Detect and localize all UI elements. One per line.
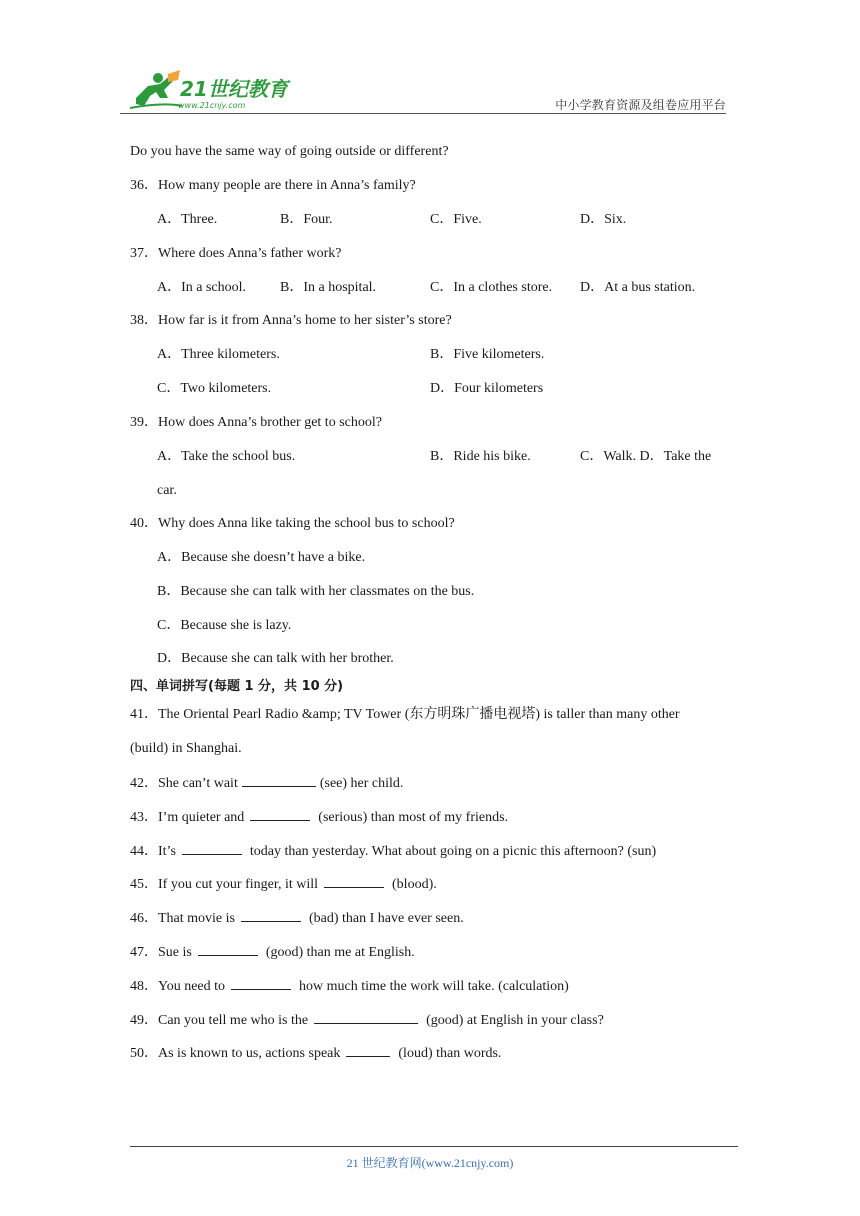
q46-text-before: 46．That movie is [130,911,235,926]
q47-answer-blank[interactable] [198,943,258,956]
q49-text-before: 49．Can you tell me who is the [130,1013,309,1028]
intro-text: Do you have the same way of going outside or different? [130,144,449,159]
site-logo [124,68,294,114]
q40-option-b: B．Because she can talk with her classmates on the bus. [157,584,475,599]
question-40-stem: 40．Why does Anna like taking the school bus to school? [130,516,455,531]
q45-answer-blank[interactable] [324,875,384,888]
q39-option-b: B．Ride his bike. [430,449,531,464]
svg-text:21世纪教育: 21世纪教育 [180,77,288,101]
q44-answer-blank[interactable] [182,842,242,855]
q39-option-cd: C．Walk. D．Take the [580,449,712,464]
question-41-line1: 41．The Oriental Pearl Radio &amp; TV Tower (东方明珠广播电视塔) is taller than many other [130,707,680,722]
q44-text-after: today than yesterday. What about going on a picnic this afternoon? (sun) [249,844,657,859]
q50-answer-blank[interactable] [346,1044,390,1057]
q50-text-after: (loud) than words. [398,1046,502,1061]
question-37-stem: 37．Where does Anna’s father work? [130,246,342,261]
q40-option-a: A．Because she doesn’t have a bike. [157,550,366,565]
q46-answer-blank[interactable] [241,909,301,922]
q49-text-after: (good) at English in your class? [426,1013,604,1028]
question-47 [130,943,415,962]
question-42 [130,774,403,793]
q46-text-after: (bad) than I have ever seen. [309,911,464,926]
question-41-line2: (build) in Shanghai. [130,741,242,756]
q43-answer-blank[interactable] [250,808,310,821]
q38-option-c: C．Two kilometers. [157,381,272,396]
question-50 [130,1044,501,1063]
q37-option-d: D．At a bus station. [580,280,696,295]
question-36-stem: 36．How many people are there in Anna’s family? [130,178,416,193]
q37-option-a: A．In a school. [157,280,247,295]
q42-answer-blank[interactable] [242,774,316,787]
q38-option-d: D．Four kilometers [430,381,544,396]
q45-text-after: (blood). [392,877,437,892]
header-divider [120,113,726,114]
question-48 [130,977,569,996]
question-39-stem: 39．How does Anna’s brother get to school? [130,415,382,430]
question-46 [130,909,464,928]
q42-text-before: 42．She can’t wait [130,776,238,791]
page-header [120,64,726,116]
question-49 [130,1011,604,1030]
q48-answer-blank[interactable] [231,977,291,990]
q36-option-c: C．Five. [430,212,482,227]
q36-option-a: A．Three. [157,212,218,227]
footer-divider [130,1146,738,1147]
q38-option-b: B．Five kilometers. [430,347,545,362]
svg-text:www.21cnjy.com: www.21cnjy.com [178,101,246,110]
question-44 [130,842,656,861]
q40-option-d: D．Because she can talk with her brother. [157,651,394,666]
q36-option-b: B．Four. [280,212,333,227]
q44-text-before: 44．It’s [130,844,176,859]
q38-option-a: A．Three kilometers. [157,347,280,362]
q43-text-after: (serious) than most of my friends. [318,810,509,825]
q47-text-after: (good) than me at English. [265,945,415,960]
question-45 [130,875,437,894]
q42-text-after: (see) her child. [319,776,404,791]
question-43 [130,808,508,827]
q36-option-d: D．Six. [580,212,627,227]
q37-option-b: B．In a hospital. [280,280,377,295]
q40-option-c: C．Because she is lazy. [157,618,292,633]
question-38-stem: 38．How far is it from Anna’s home to her sister’s store? [130,313,452,328]
q49-answer-blank[interactable] [314,1011,418,1024]
q45-text-before: 45．If you cut your finger, it will [130,877,319,892]
q39-option-d-continued: car. [157,483,177,498]
q48-text-after: how much time the work will take. (calculation) [299,979,569,994]
section-4-title: 四、单词拼写(每题 1 分，共 10 分) [130,679,344,694]
q39-option-a: A．Take the school bus. [157,449,296,464]
q47-text-before: 47．Sue is [130,945,192,960]
q43-text-before: 43．I’m quieter and [130,810,245,825]
q37-option-c: C．In a clothes store. [430,280,553,295]
platform-title: 中小学教育资源及组卷应用平台 [555,98,726,112]
q50-text-before: 50．As is known to us, actions speak [130,1046,341,1061]
q48-text-before: 48．You need to [130,979,226,994]
footer-text: 21 世纪教育网(www.21cnjy.com) [346,1156,514,1170]
